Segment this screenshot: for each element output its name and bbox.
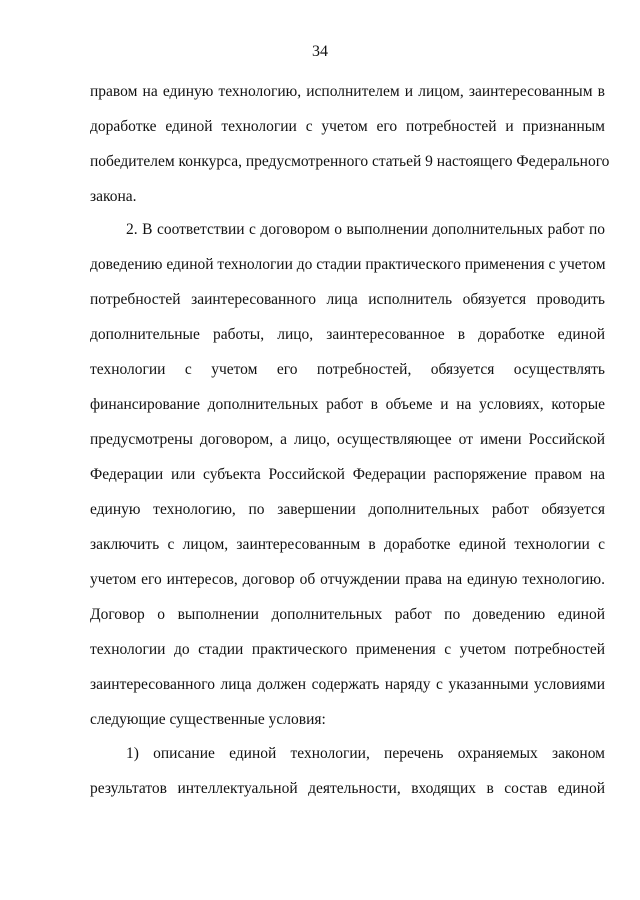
page-number: 34	[312, 43, 328, 60]
text-line-20: 1) описание единой технологии, перечень охраняемых законом	[126, 745, 605, 762]
text-line-1: правом на единую технологию, исполнителем и лицом, заинтересованным в	[90, 83, 605, 100]
text-line-7: потребностей заинтересованного лица исполнитель обязуется проводить	[90, 291, 605, 308]
text-line-11: предусмотрены договором, а лицо, осуществляющее от имени Российской	[90, 431, 605, 448]
text-line-8: дополнительные работы, лицо, заинтересованное в доработке единой	[90, 326, 605, 343]
text-line-13: единую технологию, по завершении дополнительных работ обязуется	[90, 501, 605, 518]
text-line-16: Договор о выполнении дополнительных работ по доведению единой	[90, 606, 605, 623]
text-line-19: следующие существенные условия:	[90, 711, 326, 728]
text-line-9: технологии с учетом его потребностей, обязуется осуществлять	[90, 361, 605, 378]
text-line-12: Федерации или субъекта Российской Федерации распоряжение правом на	[90, 466, 605, 483]
text-line-14: заключить с лицом, заинтересованным в доработке единой технологии с	[90, 536, 605, 553]
text-line-21: результатов интеллектуальной деятельности, входящих в состав единой	[90, 780, 605, 797]
text-line-4: закона.	[90, 188, 137, 205]
text-line-10: финансирование дополнительных работ в объеме и на условиях, которые	[90, 396, 605, 413]
text-line-5: 2. В соответствии с договором о выполнении дополнительных работ по	[126, 221, 605, 238]
text-line-3: победителем конкурса, предусмотренного статьей 9 настоящего Федерального	[90, 153, 610, 170]
text-line-6: доведению единой технологии до стадии практического применения с учетом	[90, 256, 606, 273]
text-line-17: технологии до стадии практического применения с учетом потребностей	[90, 641, 605, 658]
text-line-15: учетом его интересов, договор об отчуждении права на единую технологию.	[90, 571, 605, 588]
text-line-18: заинтересованного лица должен содержать наряду с указанными условиями	[90, 676, 605, 693]
text-line-2: доработке единой технологии с учетом его потребностей и признанным	[90, 118, 605, 135]
